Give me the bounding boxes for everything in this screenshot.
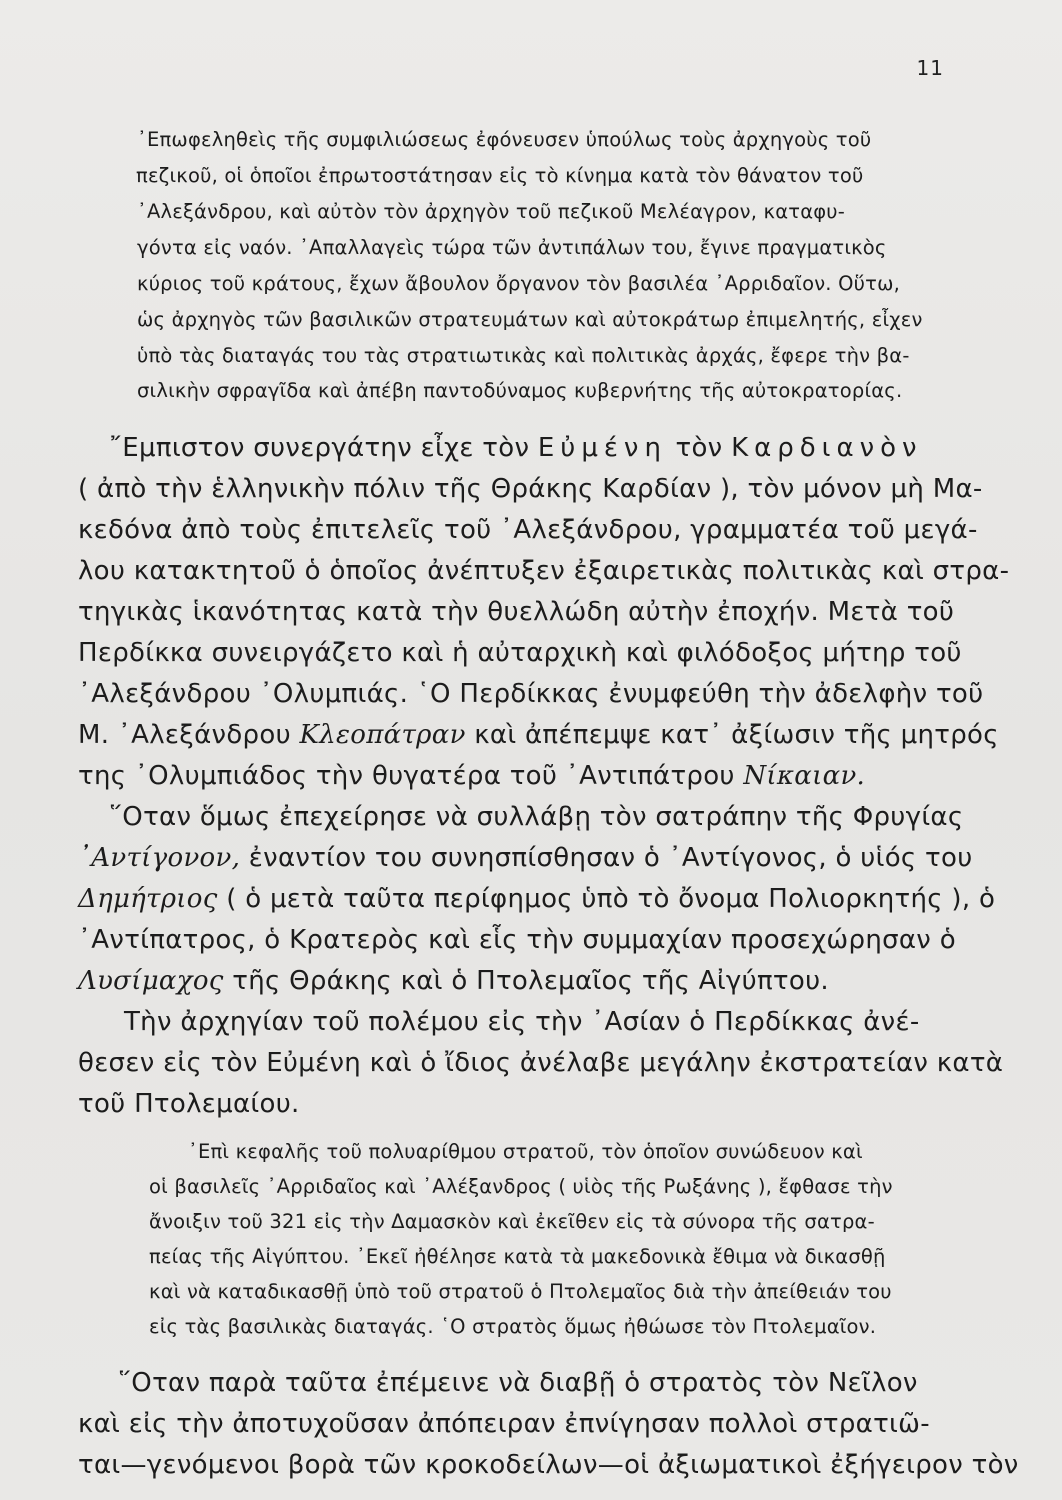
text-line bbox=[78, 761, 865, 791]
text-line: ᾽Επὶ κεφαλῆς τοῦ πολυαρίθμου στρατοῦ, τὸν ὁποῖον συνώδευον καὶ bbox=[188, 1140, 863, 1163]
text-line: ὑπὸ τὰς διαταγάς του τὰς στρατιωτικὰς καὶ πολιτικὰς ἀρχάς, ἔφερε τὴν βα- bbox=[137, 344, 910, 367]
person-name-eumenes: Εὐμένη bbox=[537, 433, 667, 463]
page-number: 11 bbox=[916, 56, 944, 80]
text-line: κεδόνα ἀπὸ τοὺς ἐπιτελεῖς τοῦ ᾽Αλεξάνδρου, γραμματέα τοῦ μεγά- bbox=[78, 515, 978, 545]
text-line: ῞Οταν ὅμως ἐπεχείρησε νὰ συλλάβῃ τὸν σατράπην τῆς Φρυγίας bbox=[109, 802, 964, 832]
text-line: ται—γενόμενοι βορὰ τῶν κροκοδείλων—οἱ ἀξιωματικοὶ ἐξήγειρον τὸν bbox=[78, 1450, 1019, 1480]
text-line: Περδίκκα συνειργάζετο καὶ ἡ αὐταρχικὴ καὶ φιλόδοξος μήτηρ τοῦ bbox=[78, 638, 962, 668]
text-segment: Μ. ᾽Αλεξάνδρου bbox=[78, 720, 291, 750]
person-name-demetrios: Δημήτριος bbox=[78, 884, 218, 914]
text-segment: καὶ ἀπέπεμψε κατ᾽ ἀξίωσιν τῆς μητρός bbox=[474, 720, 999, 750]
text-segment: της ᾽Ολυμπιάδος τὴν θυγατέρα τοῦ ᾽Αντιπάτρου bbox=[78, 761, 735, 791]
text-line bbox=[78, 843, 973, 873]
text-line: καὶ εἰς τὴν ἀποτυχοῦσαν ἀπόπειραν ἐπνίγησαν πολλοὶ στρατιῶ- bbox=[78, 1409, 930, 1439]
text-segment: ( ὁ μετὰ ταῦτα περίφημος ὑπὸ τὸ ὄνομα Πολιορκητής ), ὁ bbox=[226, 884, 996, 914]
text-line bbox=[78, 720, 999, 750]
text-line: ᾽Επωφεληθεὶς τῆς συμφιλιώσεως ἐφόνευσεν ὑπούλως τοὺς ἀρχηγοὺς τοῦ bbox=[137, 128, 872, 151]
text-line: θεσεν εἰς τὸν Εὐμένη καὶ ὁ ἴδιος ἀνέλαβε μεγάλην ἐκστρατείαν κατὰ bbox=[78, 1048, 1004, 1078]
text-line: τοῦ Πτολεμαίου. bbox=[78, 1089, 300, 1119]
text-line: τηγικὰς ἱκανότητας κατὰ τὴν θυελλώδη αὐτὴν ἐποχήν. Μετὰ τοῦ bbox=[78, 597, 955, 627]
text-line: οἱ βασιλεῖς ᾽Αρριδαῖος καὶ ᾽Αλέξανδρος ( υἱὸς τῆς Ρωξάνης ), ἔφθασε τὴν bbox=[149, 1175, 893, 1198]
text-line: καὶ νὰ καταδικασθῇ ὑπὸ τοῦ στρατοῦ ὁ Πτολεμαῖος διὰ τὴν ἀπείθειάν του bbox=[149, 1280, 892, 1303]
text-segment: τῆς Θράκης καὶ ὁ Πτολεμαῖος τῆς Αἰγύπτου. bbox=[232, 966, 829, 996]
person-name-nikaia: Νίκαιαν. bbox=[743, 761, 866, 791]
text-line: ῞Οταν παρὰ ταῦτα ἐπέμεινε νὰ διαβῇ ὁ στρατὸς τὸν Νεῖλον bbox=[118, 1368, 918, 1398]
text-line: εἰς τὰς βασιλικὰς διαταγάς. ῾Ο στρατὸς ὅμως ἠθώωσε τὸν Πτολεμαῖον. bbox=[149, 1315, 877, 1338]
text-line: ᾽Αλεξάνδρου ᾽Ολυμπιάς. ῾Ο Περδίκκας ἐνυμφεύθη τὴν ἀδελφὴν τοῦ bbox=[78, 679, 984, 709]
person-name-kleopatra: Κλεοπάτραν bbox=[299, 720, 466, 750]
text-segment: ἐναντίον του συνησπίσθησαν ὁ ᾽Αντίγονος, ὁ υἱός του bbox=[248, 843, 973, 873]
text-line: ᾽Αλεξάνδρου, καὶ αὐτὸν τὸν ἀρχηγὸν τοῦ πεζικοῦ Μελέαγρον, καταφυ- bbox=[137, 200, 846, 223]
text-line: πείας τῆς Αἰγύπτου. ᾽Εκεῖ ἠθέλησε κατὰ τὰ μακεδονικὰ ἔθιμα νὰ δικασθῇ bbox=[149, 1245, 886, 1268]
text-line: ( ἀπὸ τὴν ἑλληνικὴν πόλιν τῆς Θράκης Καρδίαν ), τὸν μόνον μὴ Μα- bbox=[78, 474, 983, 504]
text-line: λου κατακτητοῦ ὁ ὁποῖος ἀνέπτυξεν ἐξαιρετικὰς πολιτικὰς καὶ στρα- bbox=[78, 556, 1010, 586]
text-line bbox=[78, 966, 829, 996]
person-name-antigonon: ᾽Αντίγονον, bbox=[78, 843, 241, 873]
person-name-kardianos: Καρδιανὸν bbox=[731, 433, 923, 463]
text-line: πεζικοῦ, οἱ ὁποῖοι ἐπρωτοστάτησαν εἰς τὸ κίνημα κατὰ τὸν θάνατον τοῦ bbox=[136, 164, 864, 187]
text-line: γόντα εἰς ναόν. ᾽Απαλλαγεὶς τώρα τῶν ἀντιπάλων του, ἔγινε πραγματικὸς bbox=[137, 236, 887, 259]
text-line bbox=[109, 433, 923, 463]
text-line: ᾽Αντίπατρος, ὁ Κρατερὸς καὶ εἷς τὴν συμμαχίαν προσεχώρησαν ὁ bbox=[78, 925, 956, 955]
person-name-lysimachos: Λυσίμαχος bbox=[78, 966, 224, 996]
text-line: κύριος τοῦ κράτους, ἔχων ἄβουλον ὄργανον τὸν βασιλέα ᾽Αρριδαῖον. Οὕτω, bbox=[137, 272, 901, 295]
text-line: Τὴν ἀρχηγίαν τοῦ πολέμου εἰς τὴν ᾽Ασίαν ὁ Περδίκκας ἀνέ- bbox=[124, 1007, 920, 1037]
text-line: ἄνοιξιν τοῦ 321 εἰς τὴν Δαμασκὸν καὶ ἐκεῖθεν εἰς τὰ σύνορα τῆς σατρα- bbox=[149, 1210, 875, 1233]
text-line: σιλικὴν σφραγῖδα καὶ ἀπέβη παντοδύναμος κυβερνήτης τῆς αὐτοκρατορίας. bbox=[137, 379, 903, 402]
text-line bbox=[78, 884, 995, 914]
text-segment: ῎Εμπιστον συνεργάτην εἶχε τὸν bbox=[109, 433, 530, 463]
text-segment: τὸν bbox=[675, 433, 723, 463]
text-line: ὡς ἀρχηγὸς τῶν βασιλικῶν στρατευμάτων καὶ αὐτοκράτωρ ἐπιμελητής, εἶχεν bbox=[137, 308, 923, 331]
